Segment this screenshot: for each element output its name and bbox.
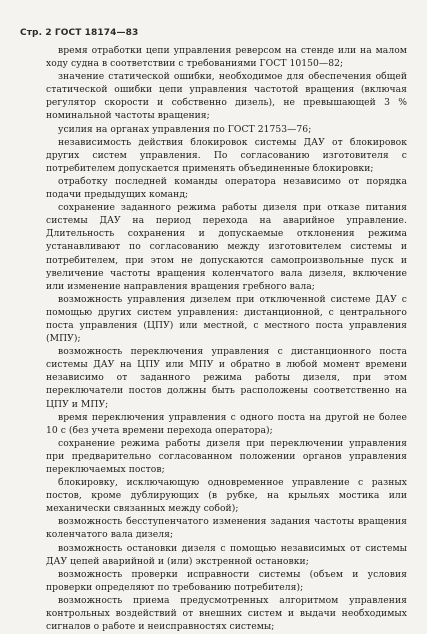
paragraph: сохранение режима работы дизеля при переключении управления при предварительно согласованном положении органов управления переключаемых постов; xyxy=(46,437,407,475)
paragraph: возможность переключения управления с дистанционного поста системы ДАУ на ЦПУ или МПУ и обратно в любой момент времени независимо от заданного режима работы дизеля, при этом переключатели постов должны быть расположены соответственно на ЦПУ и МПУ; xyxy=(46,346,407,410)
paragraph: возможность управления дизелем при отключенной системе ДАУ с помощью других систем управления: дистанционной, с центрального поста управления (ЦПУ) или местной, с местного поста управления (МПУ); xyxy=(46,293,407,345)
paragraph: возможность остановки дизеля с помощью независимых от системы ДАУ цепей аварийной и (или) экстренной остановки; xyxy=(46,542,407,567)
paragraph: время переключения управления с одного поста на другой не более 10 с (без учета времени перехода оператора); xyxy=(46,411,407,436)
paragraph: значение статической ошибки, необходимое для обеспечения общей статической ошибки цепи управления частотой вращения (включая регулятор скорости и собственно дизель), не превышающей 3 % номинальной частоты вращения; xyxy=(46,71,407,122)
paragraph: усилия на органах управления по ГОСТ 21753—76; xyxy=(58,123,312,135)
text-body xyxy=(46,44,407,633)
paragraph: независимость действия блокировок системы ДАУ от блокировок других систем управления. По согласованию изготовителя с потребителем допускается применять объединенные блокировки; xyxy=(46,136,407,174)
paragraph: возможность бесступенчатого изменения задания частоты вращения коленчатого вала дизеля; xyxy=(46,516,407,541)
paragraph: возможность проверки исправности системы (объем и условия проверки определяют по требованию потребителя); xyxy=(46,568,407,593)
paragraph: отработку последней команды оператора независимо от порядка подачи предыдущих команд; xyxy=(46,175,407,201)
paragraph: сохранение заданного режима работы дизеля при отказе питания системы ДАУ на период перехода на аварийное управление. Длительность сохранения и допускаемые отклонения режима устанавливают по согласованию между изготовителем системы и потребителем, при этом не допускаются самопроизвольные пуск и увеличение частоты вращения коленчатого вала дизеля, включение или изменение направления вращения гребного вала; xyxy=(46,202,407,292)
page-header: Стр. 2 ГОСТ 18174—83 xyxy=(20,28,139,38)
paragraph: возможность приема предусмотренных алгоритмом управления контрольных воздействий от внешних систем и выдачи необходимых сигналов о работе и неисправностях системы; xyxy=(46,594,407,633)
paragraph: блокировку, исключающую одновременное управление с разных постов, кроме дублирующих (в рубке, на крыльях мостика или механически связанных между собой); xyxy=(46,477,407,515)
paragraph: время отработки цепи управления реверсом на стенде или на малом ходу судна в соответствии с требованиями ГОСТ 10150—82; xyxy=(46,45,407,70)
